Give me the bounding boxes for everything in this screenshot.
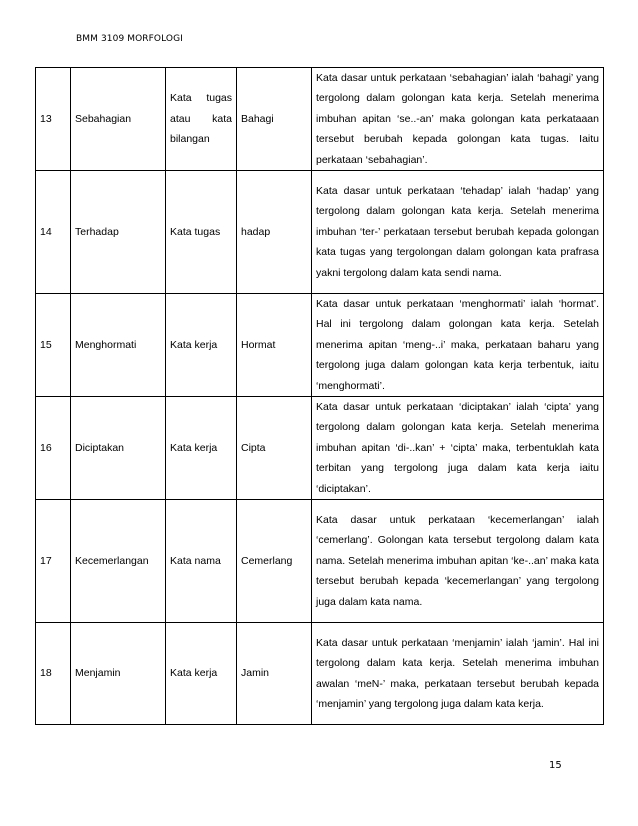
row-number: 13 xyxy=(36,68,71,171)
word-class-cell: Kata nama xyxy=(166,500,237,623)
word-cell: Diciptakan xyxy=(71,397,166,500)
root-word-cell: Cipta xyxy=(237,397,312,500)
row-number: 16 xyxy=(36,397,71,500)
root-word-cell: Bahagi xyxy=(237,68,312,171)
description-cell: Kata dasar untuk perkataan ‘tehadap’ ialah ‘hadap’ yang tergolong dalam golongan kata kerja. Setelah menerima imbuhan ‘ter-’ perkataan tersebut berubah kepada golongan kata tugas yang tergolongan dalam golongan kata prafrasa yakni tergolong dalam kata sendi nama. xyxy=(312,171,604,294)
row-number: 15 xyxy=(36,294,71,397)
table-row xyxy=(36,623,604,725)
page-header: BMM 3109 MORFOLOGI xyxy=(76,34,183,44)
description-cell: Kata dasar untuk perkataan ‘kecemerlangan’ ialah ‘cemerlang’. Golongan kata tersebut tergolong dalam kata nama. Setelah menerima imbuhan apitan ‘ke-..an’ maka kata tersebut berubah kepada ‘kecemerlangan’ yang tergolong juga dalam kata nama. xyxy=(312,500,604,623)
description-cell: Kata dasar untuk perkataan ‘diciptakan’ ialah ‘cipta’ yang tergolong dalam golongan kata kerja. Setelah menerima imbuhan apitan ‘di-..kan’ + ‘cipta’ maka, terbentuklah kata terbitan yang tergolong juga dalam kata kerja iaitu ‘diciptakan’. xyxy=(312,397,604,500)
root-word-cell: Jamin xyxy=(237,623,312,725)
word-class-cell: Kata kerja xyxy=(166,294,237,397)
description-cell: Kata dasar untuk perkataan ‘menjamin’ ialah ‘jamin’. Hal ini tergolong dalam kata kerja. Setelah menerima imbuhan awalan ‘meN-’ maka, perkataan tersebut berubah kepada ‘menjamin’ yang tergolong juga dalam kata kerja. xyxy=(312,623,604,725)
word-class-cell: Kata tugas xyxy=(166,171,237,294)
description-cell: Kata dasar untuk perkataan ‘menghormati’ ialah ‘hormat’. Hal ini tergolong dalam golongan kata kerja. Setelah menerima apitan ‘meng-..i’ maka, perkataan baharu yang tergolong juga dalam golongan kata kerja terbentuk, iaitu ‘menghormati’. xyxy=(312,294,604,397)
root-word-cell: Hormat xyxy=(237,294,312,397)
table-row xyxy=(36,397,604,500)
table-row xyxy=(36,500,604,623)
root-word-cell: Cemerlang xyxy=(237,500,312,623)
word-class-cell: Kata kerja xyxy=(166,623,237,725)
row-number: 14 xyxy=(36,171,71,294)
table-row xyxy=(36,294,604,397)
word-class-cell: Kata kerja xyxy=(166,397,237,500)
morphology-table xyxy=(35,67,604,725)
description-cell: Kata dasar untuk perkataan ‘sebahagian’ ialah ‘bahagi’ yang tergolong dalam golongan kata kerja. Setelah menerima imbuhan apitan ‘se..-an’ maka golongan kata perkataaan tersebut berubah kepada golongan kata tugas. Iaitu perkataan ‘sebahagian’. xyxy=(312,68,604,171)
word-cell: Sebahagian xyxy=(71,68,166,171)
page-number: 15 xyxy=(549,760,562,771)
table-row xyxy=(36,68,604,171)
word-cell: Terhadap xyxy=(71,171,166,294)
row-number: 17 xyxy=(36,500,71,623)
word-class-cell: Kata tugas atau kata bilangan xyxy=(166,68,237,171)
word-cell: Kecemerlangan xyxy=(71,500,166,623)
table-row xyxy=(36,171,604,294)
root-word-cell: hadap xyxy=(237,171,312,294)
word-cell: Menjamin xyxy=(71,623,166,725)
word-cell: Menghormati xyxy=(71,294,166,397)
row-number: 18 xyxy=(36,623,71,725)
